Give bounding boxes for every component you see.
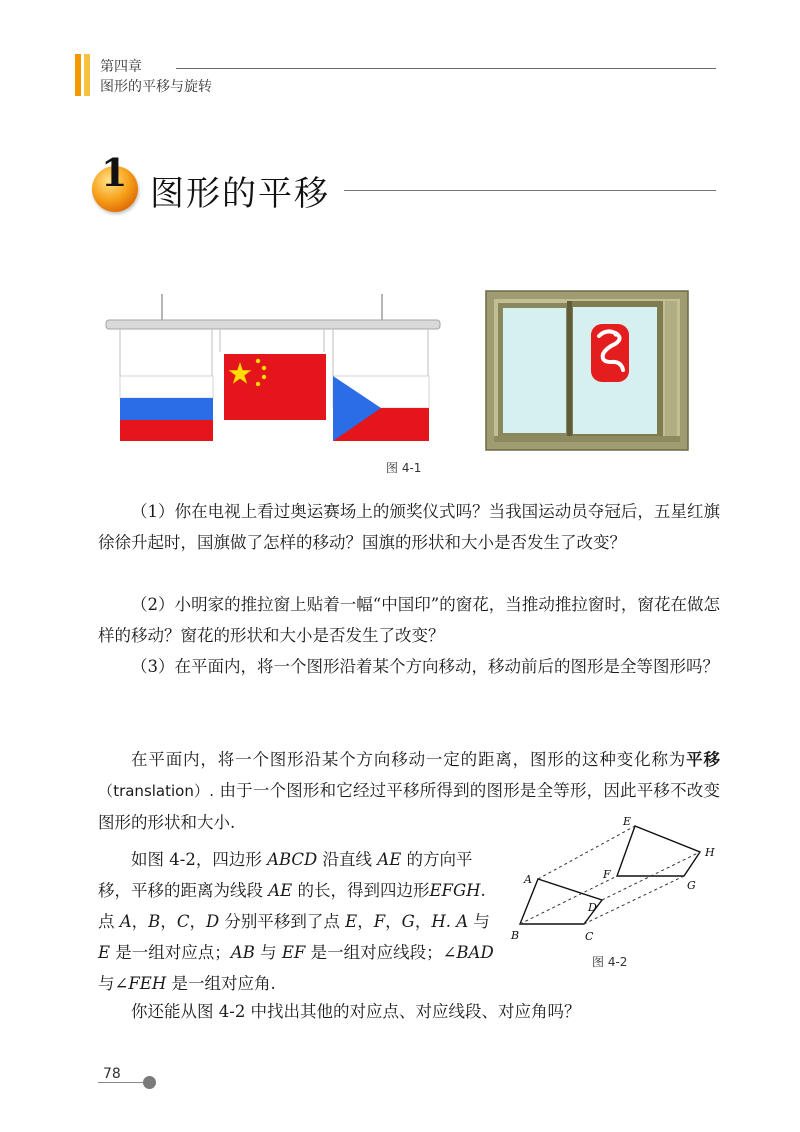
section-title-rule (344, 190, 716, 191)
figure-4-1-caption: 图 4-1 (386, 461, 422, 475)
header-bar-orange (75, 54, 81, 96)
question-3: （3）在平面内，将一个图形沿着某个方向移动，移动前后的图形是全等图形吗？ (131, 657, 719, 676)
china-flag (224, 354, 326, 420)
label-b: B (511, 929, 520, 942)
china-seal-decal (591, 324, 629, 382)
definition-rest: 由于一个图形和它经过平移所得到的图形是全等形，因此平移不改变图形的形状和大小. (98, 781, 720, 832)
label-f: F (603, 868, 611, 881)
term-english: （translation）. (98, 782, 214, 800)
label-h: H (705, 846, 715, 859)
flag-ceremony-illustration (104, 290, 454, 450)
label-c: C (585, 930, 594, 943)
chapter-title: 图形的平移与旋转 (100, 79, 212, 95)
header-rule (176, 68, 716, 69)
definition-line1: 在平面内，将一个图形沿某个方向移动一定的距离，图形的这种变化称为 (131, 750, 687, 769)
chapter-label: 第四章 (100, 59, 142, 75)
figure-4-2-diagram (505, 812, 720, 947)
label-e: E (623, 815, 632, 828)
label-d: D (588, 901, 597, 914)
label-g: G (687, 879, 696, 892)
example-paragraph: 如图 4-2，四边形 ABCD 沿直线 AE 的方向平移，平移的距离为线段 AE 的长，得到四边形EFGH. 点 A，B，C，D 分别平移到了点 E，F，G，H. A 与 E 是一组对应点；AB 与 EF 是一组对应线段；∠BAD 与∠FEH 是一组对应角. (98, 850, 494, 993)
question-2: （2）小明家的推拉窗上贴着一幅“中国印”的窗花，当推动推拉窗时，窗花在做怎样的移动？窗花的形状和大小是否发生了改变？ (98, 595, 720, 645)
page-number-dot (143, 1076, 156, 1089)
question-1: （1）你在电视上看过奥运赛场上的颁奖仪式吗？当我国运动员夺冠后，五星红旗徐徐升起时，国旗做了怎样的移动？国旗的形状和大小是否发生了改变？ (98, 502, 720, 552)
czech-flag (333, 376, 429, 441)
section-number: 1 (101, 150, 128, 195)
label-a: A (524, 873, 532, 886)
page-number-rule (98, 1082, 144, 1083)
russia-flag (120, 376, 213, 441)
section-title: 图形的平移 (150, 174, 330, 214)
header-bar-yellow (84, 54, 90, 96)
term-translation: 平移 (686, 750, 721, 769)
quadrilateral-efgh (617, 826, 700, 876)
figure-4-2-caption: 图 4-2 (592, 955, 628, 969)
page-number: 78 (103, 1066, 121, 1082)
sliding-window-illustration (485, 290, 690, 452)
last-question: 你还能从图 4-2 中找出其他的对应点、对应线段、对应角吗？ (131, 1002, 581, 1021)
